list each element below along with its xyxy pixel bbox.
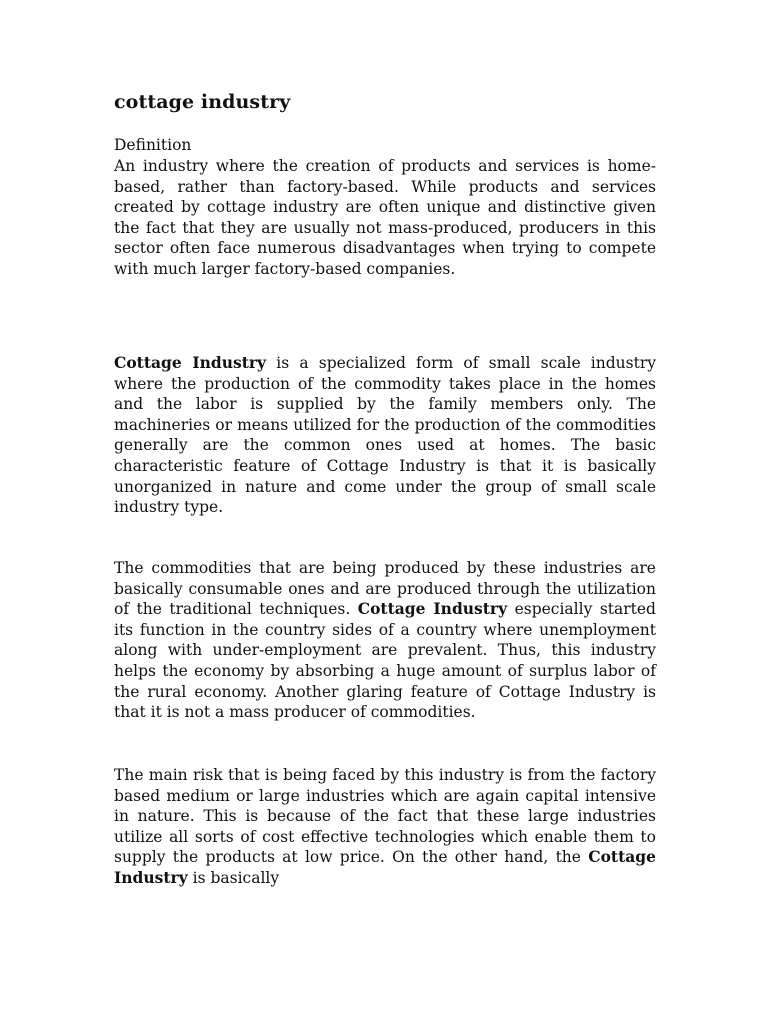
bold-term: Cottage Industry bbox=[114, 847, 656, 887]
page-title: cottage industry bbox=[114, 91, 291, 113]
paragraph-text: is basically bbox=[187, 868, 280, 887]
paragraph-text: The main risk that is being faced by this industry is from the factory based medium or large industries which are again capital intensive in nature. This is because of the fact that these large industries utilize all sorts of cost effective technologies which enable them to supply the products at low price. On the other hand, the bbox=[114, 766, 656, 867]
paragraph-specialized-form bbox=[114, 353, 656, 518]
bold-term: Cottage Industry bbox=[114, 353, 267, 372]
paragraph-commodities bbox=[114, 558, 656, 723]
bold-term: Cottage Industry bbox=[357, 599, 508, 619]
definition-paragraph: An industry where the creation of products and services is home-based, rather than factory-based. While products and services created by cottage industry are often unique and distinctive given the fact that they are usually not mass-produced, producers in this sector often face numerous disadvantages when trying to compete with much larger factory-based companies. bbox=[114, 157, 656, 278]
definition-label: Definition bbox=[114, 136, 192, 154]
paragraph-text: especially started its function in the country sides of a country where unemployment along with under-employment are prevalent. Thus, this industry helps the economy by absorbing a huge amount of surplus labor of the rural economy. Another glaring feature of Cottage Industry is that it is not a mass producer of commodities. bbox=[114, 600, 656, 722]
paragraph-text: is a specialized form of small scale industry where the production of the commodity takes place in the homes and the labor is supplied by the family members only. The machineries or means utilized for the production of the commodities generally are the common ones used at homes. The basic characteristic feature of Cottage Industry is that it is basically unorganized in nature and come under the group of small scale industry type. bbox=[114, 354, 656, 517]
paragraph-main-risk bbox=[114, 765, 656, 889]
paragraph-text: The commodities that are being produced by these industries are basically consumable ones and are produced through the utilization of the traditional techniques. bbox=[114, 559, 656, 619]
